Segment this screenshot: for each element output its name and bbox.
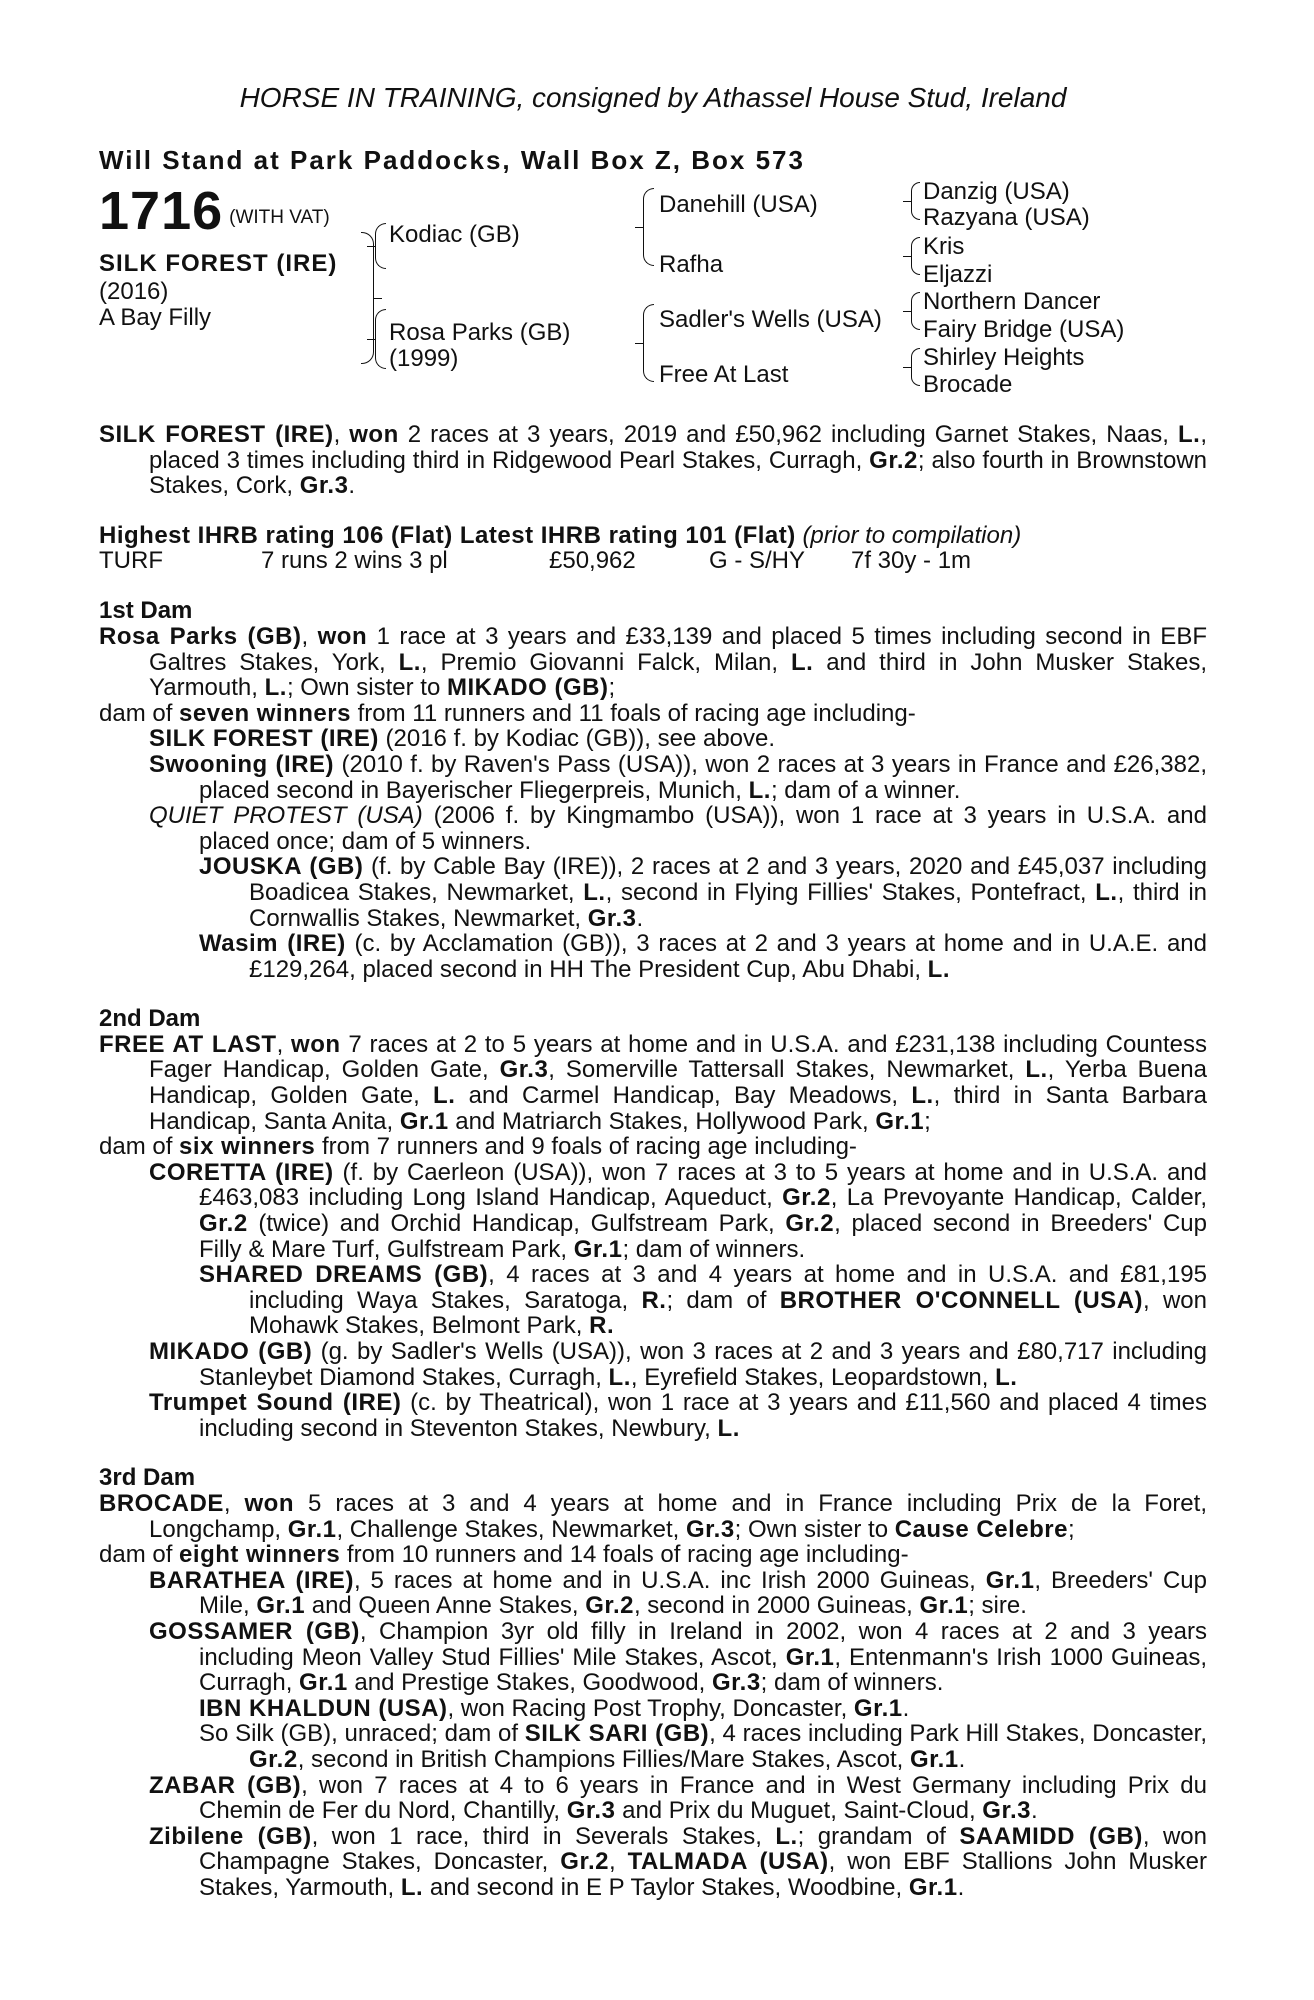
catalogue-body	[99, 422, 1207, 1900]
pedigree-dam-dam: Free At Last	[659, 361, 789, 388]
progeny-entry: Swooning (IRE) (2010 f. by Raven's Pass (USA)), won 2 races at 3 years in France and £26,382, placed second in Bayerischer Fliegerpreis, Munich, L.; dam of a winner.	[149, 750, 1208, 804]
pedigree-dss: Northern Dancer	[923, 288, 1101, 315]
progeny-entry: IBN KHALDUN (USA), won Racing Post Trophy, Doncaster, Gr.1.	[199, 1694, 910, 1722]
pedigree-sire-dam: Rafha	[659, 251, 724, 278]
pedigree-sss: Danzig (USA)	[923, 178, 1070, 205]
pedigree-sire-sire: Danehill (USA)	[659, 191, 818, 218]
lot-number: 1716	[99, 181, 224, 241]
pedigree-brace-dss	[911, 292, 920, 330]
progeny-entry: GOSSAMER (GB), Champion 3yr old filly in Ireland in 2002, won 4 races at 2 and 3 years including Meon Valley Stud Fillies' Mile Stakes, Ascot, Gr.1, Entenmann's Irish 1000 Guineas, Curragh, Gr.1 and Prestige Stakes, Goodwood, Gr.3; dam of winners.	[149, 1617, 1207, 1697]
progeny-entry: SHARED DREAMS (GB), 4 races at 3 and 4 years at home and in U.S.A. and £81,195 including Waya Stakes, Saratoga, R.; dam of BROTHER O'CONNELL (USA), won Mohawk Stakes, Belmont Park, R.	[199, 1261, 1207, 1340]
pedigree-brace-sire	[375, 223, 386, 269]
dam2-progeny	[99, 1160, 1207, 1442]
pedigree-brace-ss	[643, 188, 654, 266]
pedigree-sire: Kodiac (GB)	[389, 221, 520, 248]
runs-record: 7 runs 2 wins 3 pl	[261, 547, 448, 575]
progeny-entry: BARATHEA (IRE), 5 races at home and in U.S.A. inc Irish 2000 Guineas, Gr.1, Breeders' Cup Mile, Gr.1 and Queen Anne Stakes, Gr.2, second in 2000 Guineas, Gr.1; sire.	[149, 1566, 1207, 1620]
progeny-entry: So Silk (GB), unraced; dam of SILK SARI (GB), 4 races including Park Hill Stakes, Doncaster, Gr.2, second in British Champions Fillies/Mare Stakes, Ascot, Gr.1.	[199, 1720, 1208, 1773]
pedigree-brace-dam	[375, 309, 386, 369]
pedigree-dam: Rosa Parks (GB)	[389, 319, 571, 346]
progeny-entry: Wasim (IRE) (c. by Acclamation (GB)), 3 races at 2 and 3 years at home and in U.A.E. and £129,264, placed second in HH The President Cup, Abu Dhabi, L.	[199, 930, 1207, 983]
vat-note: (WITH VAT)	[229, 207, 330, 228]
pedigree-brace-dds	[911, 348, 920, 386]
progeny-entry: MIKADO (GB) (g. by Sadler's Wells (USA)), won 3 races at 2 and 3 years and £80,717 including Stanleybet Diamond Stakes, Curragh, L., Eyrefield Stakes, Leopardstown, L.	[149, 1338, 1207, 1391]
pedigree-brace-sss	[911, 182, 920, 220]
pedigree-ddd: Brocade	[923, 371, 1013, 398]
horse-description: A Bay Filly	[99, 304, 212, 331]
progeny-entry: QUIET PROTEST (USA) (2006 f. by Kingmambo (USA)), won 1 race at 3 years in U.S.A. and placed once; dam of 5 winners.	[149, 802, 1207, 855]
dam1-produce: dam of seven winners from 11 runners and 11 foals of racing age including-	[99, 699, 916, 727]
pedigree-sds: Kris	[923, 233, 965, 260]
pedigree-dam-year: (1999)	[389, 345, 459, 372]
race-record	[99, 548, 1207, 574]
progeny-entry: Zibilene (GB), won 1 race, third in Severals Stakes, L.; grandam of SAAMIDD (GB), won Champagne Stakes, Doncaster, Gr.2, TALMADA (USA), won EBF Stallions John Musker Stakes, Yarmouth, L. and second in E P Taylor Stakes, Woodbine, Gr.1.	[149, 1822, 1208, 1901]
lot-number-block	[99, 181, 330, 241]
dam2-heading: 2nd Dam	[99, 1005, 201, 1033]
rating-line: Highest IHRB rating 106 (Flat) Latest IHRB rating 101 (Flat) (prior to compilation)	[99, 521, 1022, 549]
dam2-record: FREE AT LAST, won 7 races at 2 to 5 years at home and in U.S.A. and £231,138 including Countess Fager Handicap, Golden Gate, Gr.3, Somerville Tattersall Stakes, Newmarket, L., Yerba Buena Handicap, Golden Gate, L. and Carmel Handicap, Bay Meadows, L., third in Santa Barbara Handicap, Santa Anita, Gr.1 and Matriarch Stakes, Hollywood Park, Gr.1;	[99, 1030, 1208, 1135]
dam3-produce: dam of eight winners from 10 runners and 14 foals of racing age including-	[99, 1541, 909, 1569]
dam3-progeny	[99, 1568, 1207, 1901]
stand-location: Will Stand at Park Paddocks, Wall Box Z, Box 573	[99, 145, 805, 175]
pedigree-sdd: Eljazzi	[923, 261, 993, 288]
progeny-entry: CORETTA (IRE) (f. by Caerleon (USA)), won 7 races at 3 to 5 years at home and in U.S.A. and £463,083 including Long Island Handicap, Aqueduct, Gr.2, La Prevoyante Handicap, Calder, Gr.2 (twice) and Orchid Handicap, Gulfstream Park, Gr.2, placed second in Breeders' Cup Filly & Mare Turf, Gulfstream Park, Gr.1; dam of winners.	[149, 1158, 1208, 1263]
page-header: HORSE IN TRAINING, consigned by Athassel House Stud, Ireland	[239, 82, 1067, 113]
progeny-entry: Trumpet Sound (IRE) (c. by Theatrical), won 1 race at 3 years and £11,560 and placed 4 times including second in Steventon Stakes, Newbury, L.	[149, 1389, 1207, 1442]
horse-year: (2016)	[99, 278, 169, 305]
pedigree-ssd: Razyana (USA)	[923, 204, 1090, 231]
prize-money: £50,962	[549, 547, 636, 575]
pedigree-dam-sire: Sadler's Wells (USA)	[659, 306, 882, 333]
pedigree-brace-main	[361, 232, 374, 364]
pedigree-dds: Shirley Heights	[923, 344, 1085, 371]
dam1-heading: 1st Dam	[99, 597, 193, 625]
dam1-record: Rosa Parks (GB), won 1 race at 3 years and £33,139 and placed 5 times including second in EBF Galtres Stakes, York, L., Premio Giovanni Falck, Milan, L. and third in John Musker Stakes, Yarmouth, L.; Own sister to MIKADO (GB);	[99, 622, 1208, 702]
progeny-entry: ZABAR (GB), won 7 races at 4 to 6 years in France and in West Germany including Prix du Chemin de Fer du Nord, Chantilly, Gr.3 and Prix du Muguet, Saint-Cloud, Gr.3.	[149, 1771, 1208, 1825]
distance: 7f 30y - 1m	[851, 547, 972, 575]
horse-name: SILK FOREST (IRE)	[99, 250, 338, 277]
surface: TURF	[99, 547, 163, 575]
dam3-heading: 3rd Dam	[99, 1464, 196, 1492]
pedigree-dsd: Fairy Bridge (USA)	[923, 316, 1125, 343]
dam2-produce: dam of six winners from 7 runners and 9 foals of racing age including-	[99, 1133, 857, 1161]
pedigree-brace-sds	[911, 237, 920, 275]
going: G - S/HY	[709, 547, 806, 575]
pedigree-brace-ds	[643, 304, 654, 382]
dam3-record: BROCADE, won 5 races at 3 and 4 years at home and in France including Prix de la Foret, Longchamp, Gr.1, Challenge Stakes, Newmarket, Gr.3; Own sister to Cause Celebre;	[99, 1489, 1207, 1543]
progeny-entry: JOUSKA (GB) (f. by Cable Bay (IRE)), 2 races at 2 and 3 years, 2020 and £45,037 including Boadicea Stakes, Newmarket, L., second in Flying Fillies' Stakes, Pontefract, L., third in Cornwallis Stakes, Newmarket, Gr.3.	[199, 853, 1208, 932]
race-summary: SILK FOREST (IRE), won 2 races at 3 years, 2019 and £50,962 including Garnet Stakes, Naas, L., placed 3 times including third in Ridgewood Pearl Stakes, Curragh, Gr.2; also fourth in Brownstown Stakes, Cork, Gr.3.	[99, 421, 1207, 500]
dam1-progeny	[99, 726, 1207, 982]
progeny-entry: SILK FOREST (IRE) (2016 f. by Kodiac (GB)), see above.	[149, 725, 776, 753]
